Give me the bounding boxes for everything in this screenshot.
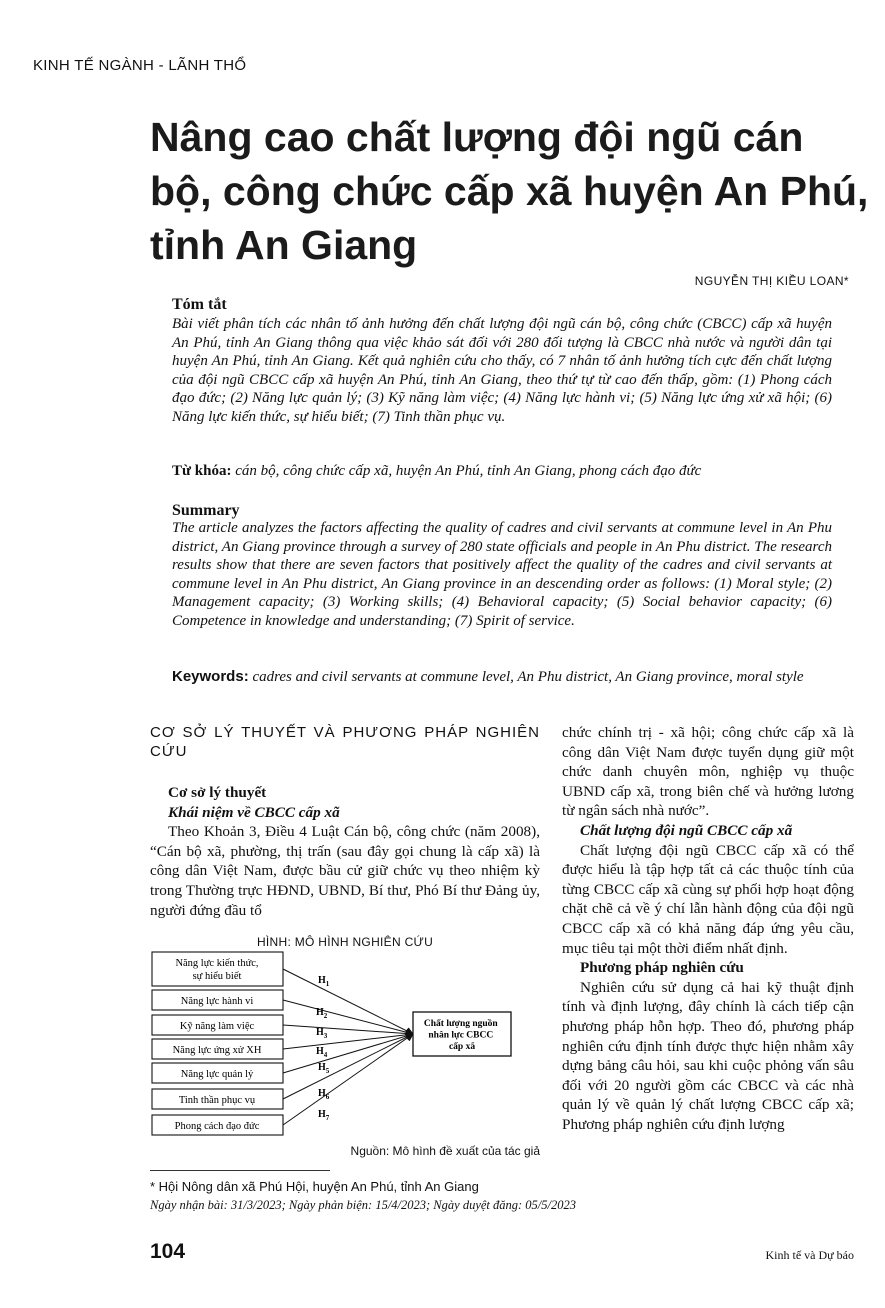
abstract-en-text: The article analyzes the factors affecting the quality of cadres and civil servants at commune level in An Phu district, An Giang province through a survey of 280 state officials and people in An Phu district. The research results show that there are seven factors that positively affect the quality of the cadres and civil servants at commune level in An Phu district, An Giang province in an descending order as follows: (1) Moral style; (2) Management capacity; (3) Working skills; (4) Behavioral capacity; (5) Social behavior capacity; (6) Competence in knowledge and understanding; (7) Spirit of service. (172, 520, 832, 629)
right-column (562, 723, 854, 1134)
subheading-theory: Cơ sở lý thuyết (168, 784, 267, 801)
subheading-method: Phương pháp nghiên cứu (580, 959, 744, 977)
hypothesis-label: $H_3$ (316, 1027, 328, 1040)
paragraph-definition-cont: chức chính trị - xã hội; công chức cấp xã là công dân Việt Nam được tuyển dụng giữ một chức danh chuyên môn, nghiệp vụ thuộc UBND cấp xã, trong biên chế và hưởng lương từ ngân sách nhà nước”. (562, 724, 854, 820)
hypothesis-arrow (283, 969, 413, 1034)
factor-label: Kỹ năng làm việc (179, 1021, 255, 1032)
left-column (150, 783, 540, 920)
factor-label: Phong cách đạo đức (174, 1121, 260, 1132)
section-header: KINH TẾ NGÀNH - LÃNH THỔ (33, 57, 247, 74)
hypothesis-arrow (283, 1034, 413, 1125)
hypothesis-label: $H_4$ (316, 1046, 328, 1059)
keywords-vi-label: Từ khóa: (172, 463, 232, 479)
keywords-vi-text: cán bộ, công chức cấp xã, huyện An Phú, tỉnh An Giang, phong cách đạo đức (235, 463, 702, 479)
hypothesis-arrow (283, 1034, 413, 1099)
section-heading: CƠ SỞ LÝ THUYẾT VÀ PHƯƠNG PHÁP NGHIÊN CỨU (150, 724, 540, 760)
article-title: Nâng cao chất lượng đội ngũ cán bộ, công chức cấp xã huyện An Phú, tỉnh An Giang (150, 114, 869, 268)
page-number: 104 (150, 1240, 186, 1263)
subheading-concept: Khái niệm về CBCC cấp xã (168, 803, 340, 821)
hypothesis-arrow (283, 1025, 413, 1034)
footnote-divider (150, 1170, 330, 1171)
paragraph-definition: Theo Khoản 3, Điều 4 Luật Cán bộ, công chức (năm 2008), “Cán bộ xã, phường, thị trấn (sau đây gọi chung là cấp xã) là công dân Việt Nam, được bầu cử giữ chức vụ theo nhiệm kỳ trong Thường trực HĐND, UBND, Bí thư, Phó Bí thư Đảng ủy, người đứng đầu tổ (150, 823, 540, 919)
factor-label: Năng lực quản lý (180, 1069, 254, 1080)
factor-label: Tinh thần phục vụ (178, 1095, 256, 1106)
figure-source: Nguồn: Mô hình đề xuất của tác giả (350, 1144, 540, 1158)
hypothesis-arrow (283, 1034, 413, 1049)
journal-name: Kinh tế và Dự báo (765, 1248, 854, 1262)
hypothesis-label: $H_6$ (318, 1088, 330, 1101)
keywords-en-text: cadres and civil servants at commune level, An Phu district, An Giang province, moral style (252, 669, 804, 685)
article-dates: Ngày nhận bài: 31/3/2023; Ngày phản biện: 15/4/2023; Ngày duyệt đăng: 05/5/2023 (150, 1198, 576, 1212)
keywords-en-label: Keywords: (172, 668, 249, 685)
abstract-vi-text: Bài viết phân tích các nhân tố ảnh hưởng đến chất lượng đội ngũ cán bộ, công chức (CBCC) cấp xã huyện An Phú, tỉnh An Giang thông qua việc khảo sát đối với 280 đối tượng là CBCC nhà nước và người dân tại huyện An Phú, tỉnh An Giang. Kết quả nghiên cứu cho thấy, có 7 nhân tố ảnh hưởng tích cực đến chất lượng của đội ngũ CBCC cấp xã huyện An Phú, tỉnh An Giang, theo thứ tự từ cao đến thấp, gồm: (1) Phong cách đạo đức; (2) Năng lực quản lý; (3) Kỹ năng làm việc; (4) Năng lực hành vi; (5) Năng lực ứng xử xã hội; (6) Năng lực kiến thức, sự hiểu biết; (7) Tinh thần phục vụ. (172, 316, 832, 425)
factor-label: Năng lực ứng xử XH (172, 1045, 262, 1056)
footnote: * Hội Nông dân xã Phú Hội, huyện An Phú, tỉnh An Giang (150, 1179, 479, 1194)
hypothesis-arrow (283, 1034, 413, 1073)
hypothesis-label: $H_1$ (318, 975, 330, 988)
hypothesis-label: $H_5$ (318, 1062, 330, 1075)
author-name: NGUYỄN THỊ KIỀU LOAN* (694, 274, 849, 288)
abstract-en-heading: Summary (172, 502, 240, 519)
keywords-vi (172, 463, 832, 480)
hypothesis-arrow (283, 1000, 413, 1034)
keywords-en (172, 667, 832, 687)
abstract-vi-heading: Tóm tắt (172, 296, 227, 313)
paragraph-quality: Chất lượng đội ngũ CBCC cấp xã có thể được hiểu là tập hợp tất cả các thuộc tính của từng CBCC cấp xã cùng sự phối hợp hoạt động chặt chẽ cả về ý chí lẫn hành động của đội ngũ CBCC cấp xã có khả năng đáp ứng yêu cầu, mục tiêu tại một thời điểm nhất định. (562, 841, 854, 957)
hypothesis-label: $H_7$ (318, 1109, 330, 1122)
figure-title: HÌNH: MÔ HÌNH NGHIÊN CỨU (256, 935, 434, 949)
subheading-quality: Chất lượng đội ngũ CBCC cấp xã (580, 821, 793, 839)
paragraph-method: Nghiên cứu sử dụng cả hai kỹ thuật định tính và định lượng, đây chính là cách tiếp cận phương pháp hỗn hợp. Theo đó, phương pháp nghiên cứu định tính được thực hiện nhằm xây dựng bảng câu hỏi, sau khi cuộc phỏng vấn sâu đối với 20 người gồm các CBCC và các nhà quản lý về quản lý chất lượng CBCC cấp xã; Phương pháp nghiên cứu định lượng (562, 978, 854, 1133)
research-model-diagram (150, 950, 540, 1142)
outcome-label: Chất lượng nguồn nhân lực CBCC cấp xã (423, 1019, 498, 1052)
factor-label: Năng lực kiến thức, sự hiểu biết (175, 958, 259, 982)
factor-label: Năng lực hành vi (180, 996, 254, 1007)
hypothesis-label: $H_2$ (316, 1007, 328, 1020)
